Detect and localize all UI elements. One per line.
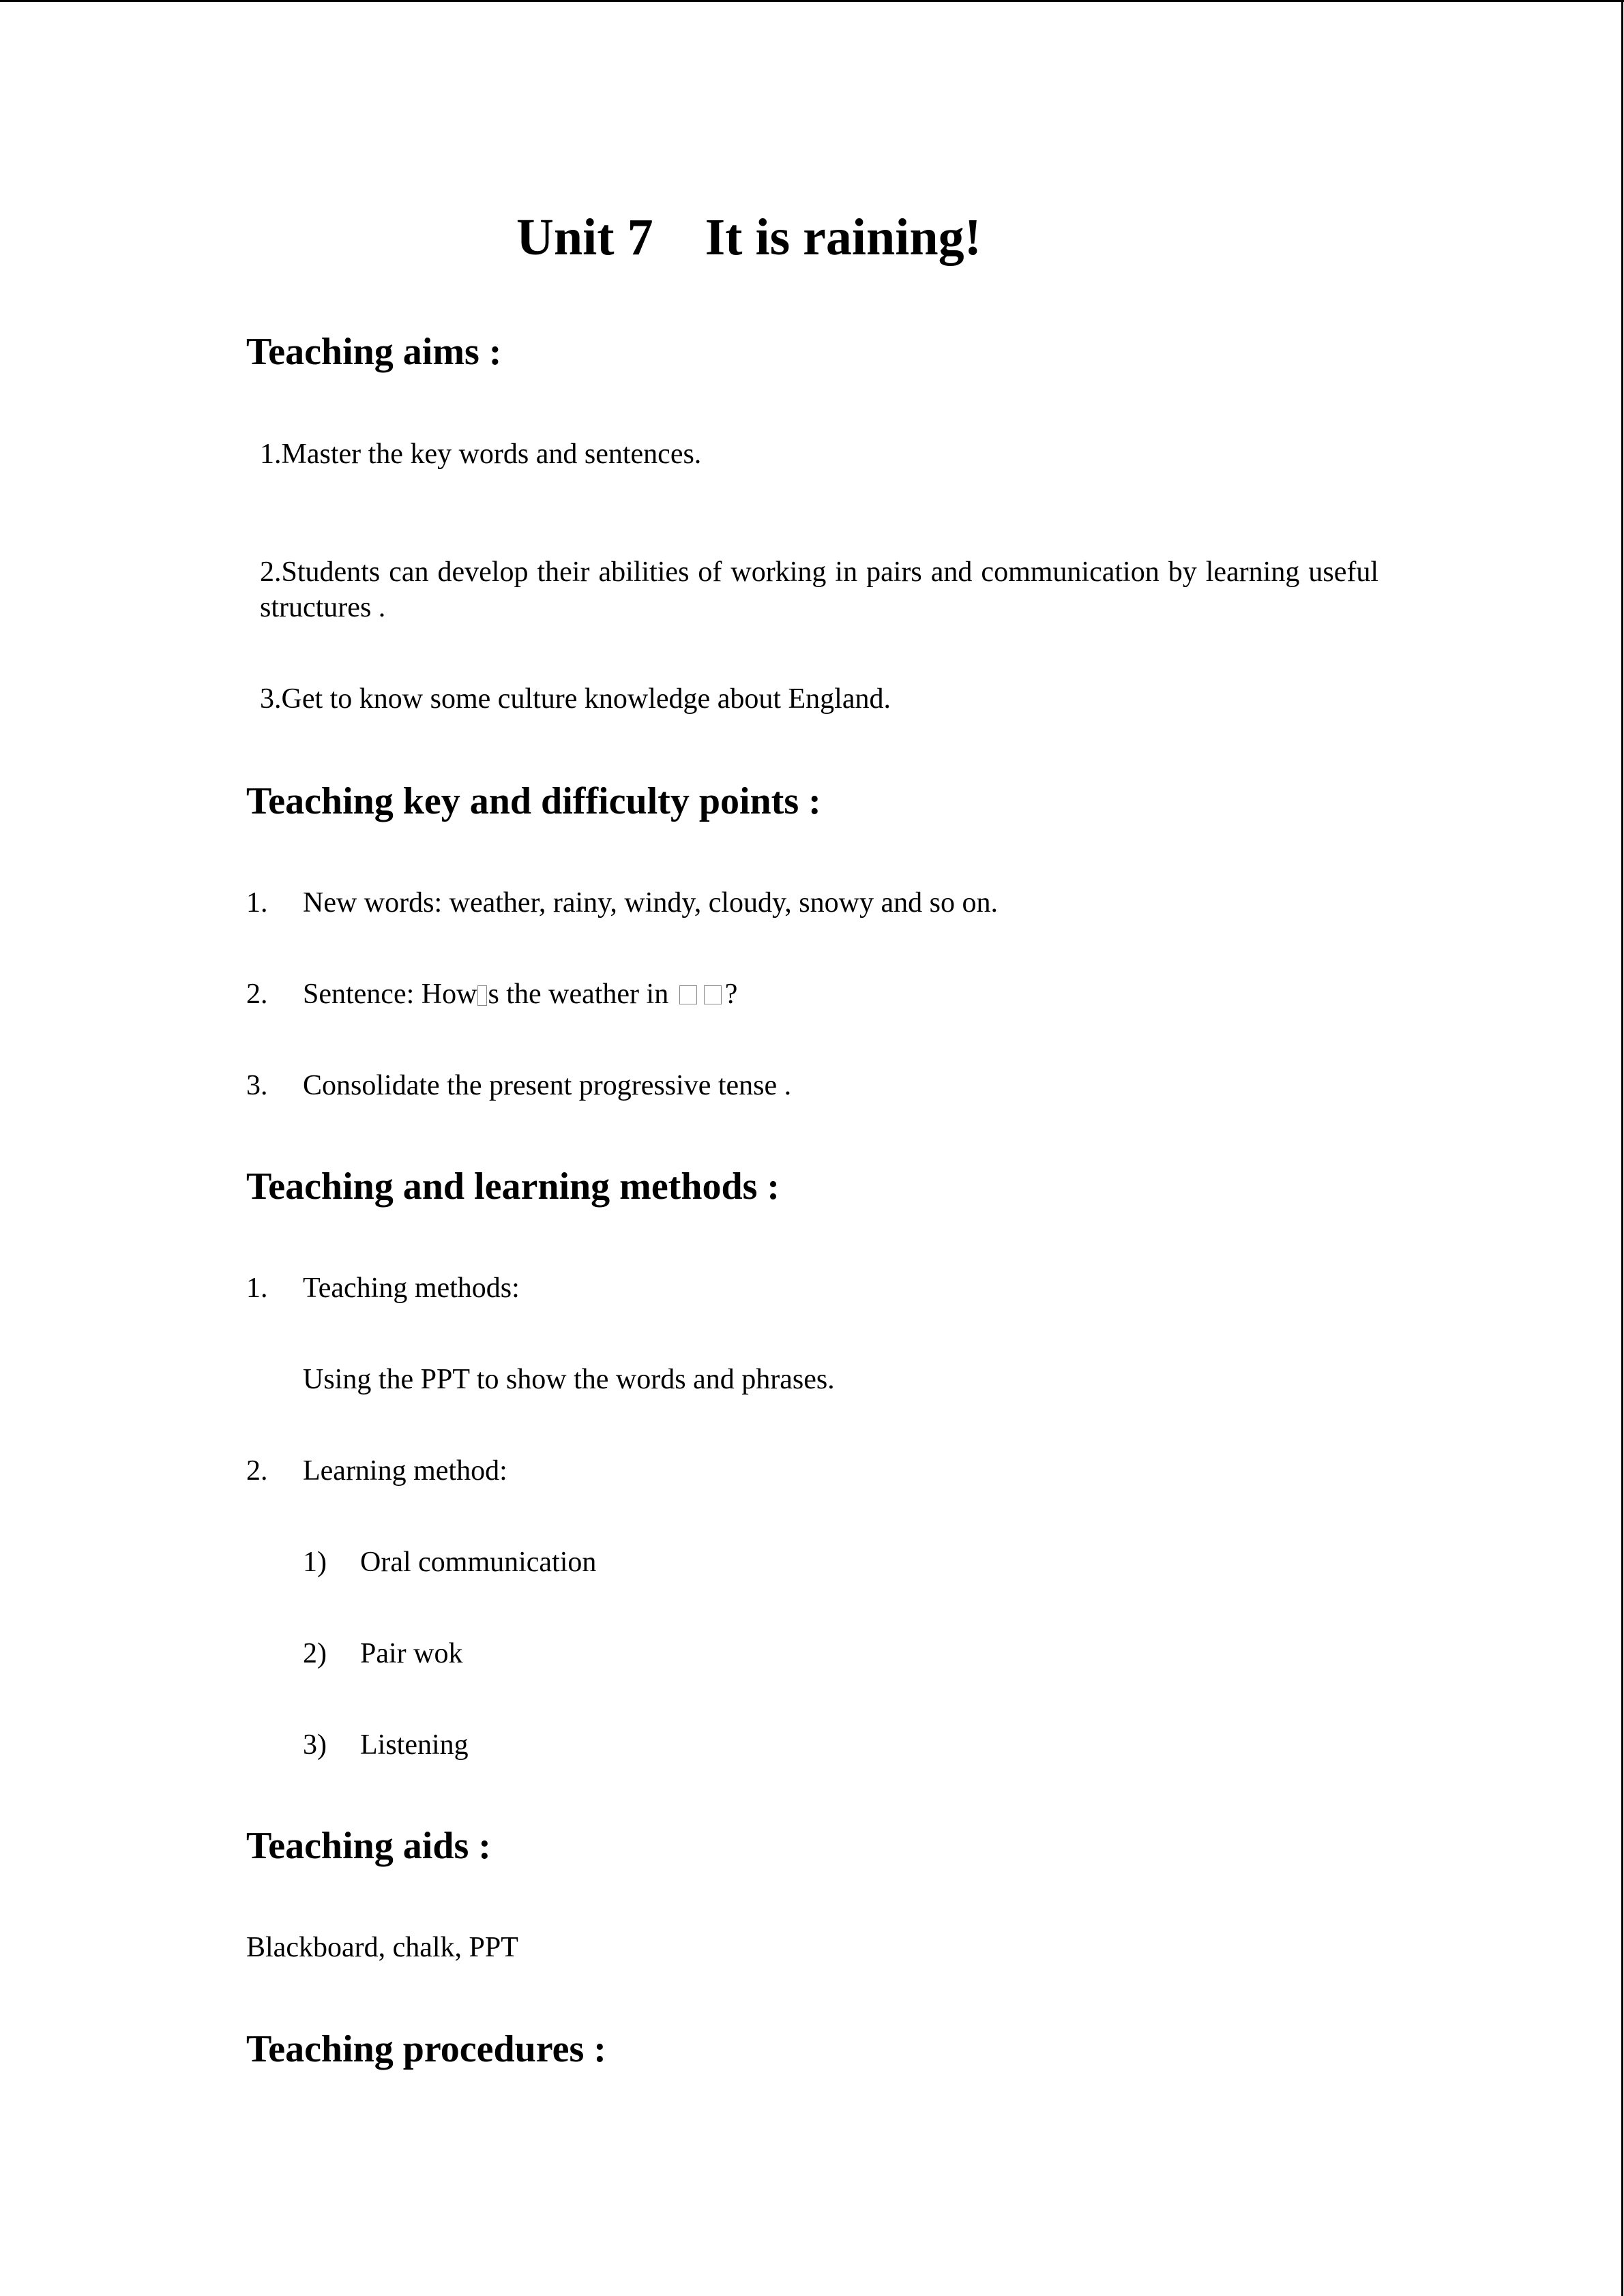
teaching-aids-text: Blackboard, chalk, PPT — [246, 1932, 518, 1963]
key-point-2-text — [303, 980, 737, 1009]
learning-item-3-text: Listening — [360, 1729, 469, 1761]
key-point-3-number: 3. — [246, 1070, 268, 1101]
teaching-aims-heading: Teaching aims : — [246, 331, 502, 373]
methods-heading: Teaching and learning methods : — [246, 1165, 780, 1208]
aims-item-2-line-2: structures . — [260, 592, 386, 623]
key-point-2-text-end: ? — [724, 979, 738, 1010]
key-point-2-number: 2. — [246, 979, 268, 1010]
key-points-heading: Teaching key and difficulty points : — [246, 780, 821, 822]
aims-item-3: 3.Get to know some culture knowledge about England. — [260, 683, 891, 715]
aims-item-2-line-1: 2.Students can develop their abilities of working in pairs and communication by learning useful — [260, 556, 1378, 588]
key-point-3-text: Consolidate the present progressive tense . — [303, 1070, 792, 1101]
learning-method-number: 2. — [246, 1455, 268, 1487]
missing-glyph-box — [704, 985, 722, 1004]
key-point-1-number: 1. — [246, 887, 268, 919]
teaching-methods-label: Teaching methods: — [303, 1272, 520, 1304]
page-border-right — [1621, 0, 1623, 2296]
document-title: Unit 7 It is raining! — [516, 209, 981, 266]
learning-method-label: Learning method: — [303, 1455, 507, 1487]
missing-glyph-box — [477, 985, 487, 1006]
learning-item-2-text: Pair wok — [360, 1638, 463, 1669]
aims-item-1: 1.Master the key words and sentences. — [260, 438, 702, 470]
missing-glyph-box — [679, 985, 697, 1004]
teaching-aids-heading: Teaching aids : — [246, 1825, 491, 1867]
key-point-1-text: New words: weather, rainy, windy, cloudy, snowy and so on. — [303, 887, 998, 919]
key-point-2-text-middle: the weather in — [499, 979, 676, 1010]
learning-item-1-number: 1) — [303, 1547, 327, 1578]
learning-item-3-number: 3) — [303, 1729, 327, 1761]
learning-item-2-number: 2) — [303, 1638, 327, 1669]
page-border-top — [0, 0, 1624, 2]
learning-item-1-text: Oral communication — [360, 1547, 597, 1578]
teaching-procedures-heading: Teaching procedures : — [246, 2028, 606, 2070]
teaching-methods-number: 1. — [246, 1272, 268, 1304]
key-point-2-text-before: Sentence: How — [303, 979, 477, 1010]
teaching-methods-detail: Using the PPT to show the words and phrases. — [303, 1364, 835, 1395]
key-point-2-text-s: s — [488, 979, 499, 1010]
